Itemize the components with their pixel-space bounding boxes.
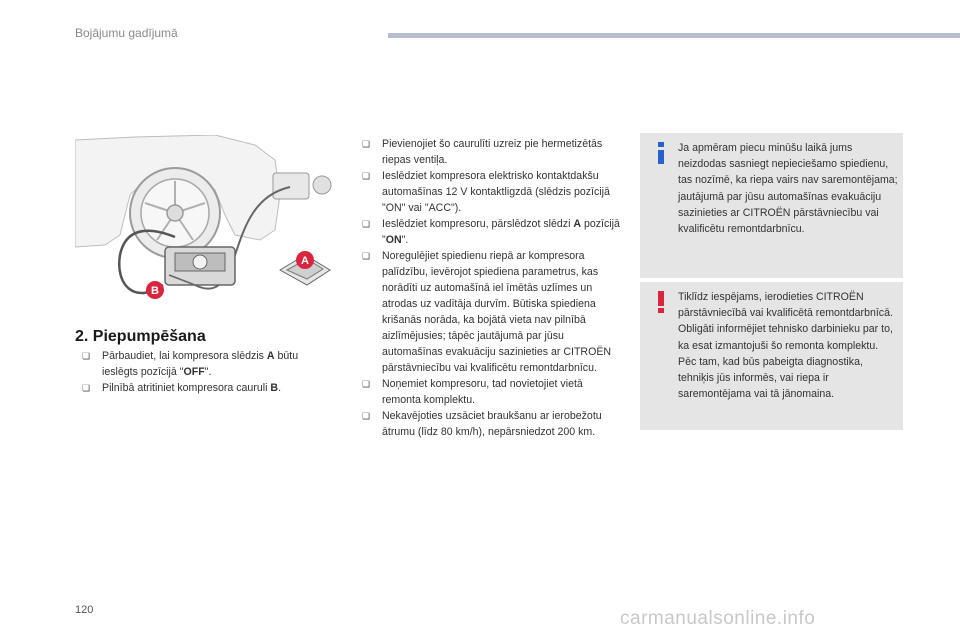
svg-text:B: B xyxy=(151,285,159,297)
list-item: ❏ Noņemiet kompresoru, tad novietojiet vietā remonta komplektu. xyxy=(362,378,583,406)
label-b-badge xyxy=(146,281,164,299)
list-item: ❏ Pārbaudiet, lai kompresora slēdzis A būtu ieslēgts pozīcijā "OFF". xyxy=(82,350,299,378)
header-section-title: Bojājumu gadījumā xyxy=(75,26,178,40)
list-item: ❏ Pilnībā atritiniet kompresora cauruli B. xyxy=(82,382,282,394)
label-a-badge xyxy=(296,251,314,269)
checkbox-bullet-icon: ❏ xyxy=(362,139,371,149)
list-item: ❏ Ieslēdziet kompresora elektrisko kontaktdakšu automašīnas 12 V kontaktligzdā (slēdzis pozīcijā "ON" vai "ACC"). xyxy=(362,170,610,214)
info-note-box xyxy=(640,133,903,278)
checkbox-bullet-icon: ❏ xyxy=(82,383,91,393)
info-icon xyxy=(652,141,670,165)
warning-exclamation-icon xyxy=(652,290,670,314)
warning-paragraph-2: Obligāti informējiet tehnisko darbinieku par to, ka esat izmantojuši šo remonta komplektu. Pēc tam, kad būs pabeigta diagnostika, tehniķis jūs informēs, vai riepa ir saremontējama vai tā jānomaina. xyxy=(678,323,893,401)
socket-12v xyxy=(273,173,309,199)
list-item: ❏ Pievienojiet šo caurulīti uzreiz pie hermetizētās riepas ventiļa. xyxy=(362,138,603,166)
checkbox-bullet-icon: ❏ xyxy=(362,379,371,389)
mid-steps-list xyxy=(360,136,622,440)
info-note-text: Ja apmēram piecu minūšu laikā jums neizdodas sasniegt nepieciešamo spiedienu, tas nozīmē, ka riepa vairs nav saremontējama; jautājumā par jūsu automašīnas evakuāciju sazinieties ar CITROËN pārstāvniecību vai kvalificētu remontdarbnīcu. xyxy=(678,142,898,236)
warning-paragraph-1: Tiklīdz iespējams, ierodieties CITROËN pārstāvniecībā vai kvalificētā remontdarbnīcā. xyxy=(678,291,893,320)
checkbox-bullet-icon: ❏ xyxy=(362,251,371,261)
list-item: ❏ Ieslēdziet kompresoru, pārslēdzot slēdzi A pozīcijā "ON". xyxy=(362,218,620,246)
list-item: ❏ Noregulējiet spiedienu riepā ar kompresora palīdzību, ievērojot spiediena parametrus, kas norādīti uz automašīnā iel īmētās uzlīmes un atrodas uz vadītāja durvīm. Būtiska spiediena krišanās norāda, ka bojātā vieta nav pilnībā aizlīmējusies; tāpēc jautājumā par jūsu automašīnas evakuāciju sazinieties ar CITROËN pārstāvniecību vai kvalificētu remontdarbnīcu. xyxy=(362,250,612,374)
checkbox-bullet-icon: ❏ xyxy=(362,171,371,181)
page-number: 120 xyxy=(75,604,94,616)
compressor xyxy=(165,247,235,285)
checkbox-bullet-icon: ❏ xyxy=(362,411,371,421)
watermark: carmanualsonline.info xyxy=(620,608,816,629)
section-title: 2. Piepumpēšana xyxy=(75,328,206,345)
warning-note-text xyxy=(678,289,898,402)
checkbox-bullet-icon: ❏ xyxy=(362,219,371,229)
list-item: ❏ Nekavējoties uzsāciet braukšanu ar ierobežotu ātrumu (līdz 80 km/h), nepārsniedzot 200 km. xyxy=(362,410,602,438)
warning-note-box xyxy=(640,282,903,430)
compressor-illustration xyxy=(75,135,339,307)
svg-text:A: A xyxy=(301,255,309,267)
left-steps-list xyxy=(80,348,335,396)
checkbox-bullet-icon: ❏ xyxy=(82,351,91,361)
header-bar xyxy=(388,33,960,38)
